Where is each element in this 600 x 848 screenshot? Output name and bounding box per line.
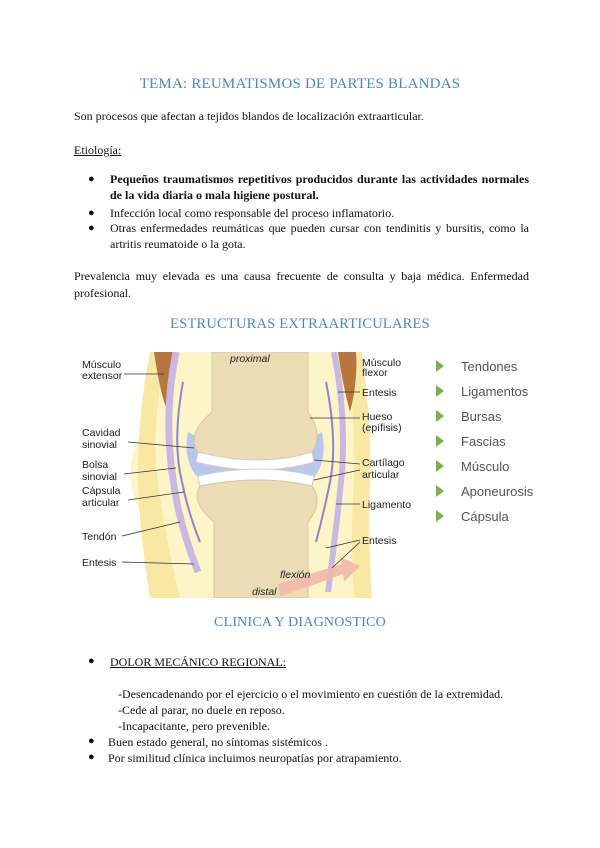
bullet-icon: ● <box>88 222 95 234</box>
legend-item-4: Músculo <box>461 459 510 474</box>
legend-item-0: Tendones <box>461 359 518 374</box>
label-tendon: Tendón <box>82 531 117 543</box>
label-musculo-extensor-1: Músculo <box>82 359 122 371</box>
structures-legend <box>436 359 534 524</box>
label-musculo-flexor-1: Músculo <box>362 357 402 369</box>
legend-item-5: Aponeurosis <box>461 484 534 499</box>
label-bolsa-2: sinovial <box>82 471 118 483</box>
bullet-icon: ● <box>88 173 95 185</box>
etiologia-item-3: ● Otras enfermedades reumáticas que pueden cursar con tendinitis y bursitis, como la artritis reumatoide o la gota. <box>88 221 529 251</box>
legend-item-6: Cápsula <box>461 509 509 524</box>
section-estructuras-heading: ESTRUCTURAS EXTRAARTICULARES <box>170 316 430 332</box>
label-bolsa-1: Bolsa <box>82 459 109 471</box>
document-page: TEMA: REUMATISMOS DE PARTES BLANDAS Son procesos que afectan a tejidos blandos de localización extraarticular. Etiología: ● Pequeños traumatismos repetitivos producidos durante las actividades normales de la vida diaria o mala higiene postural. ● Infección local como responsable del proceso inflamatorio. ● Otras enfermedades reumáticas que pueden cursar con tendinitis y bursitis, como la artritis reumatoide o la gota. Prevalencia muy elevada es una causa frecuente de consulta y baja médica. Enfermedad profesional. ESTRUCTURAS EXTRAARTICULARES proximal distal flexión Músculo extensor Cavidad sinovial Bolsa sinovial Cápsula articular Tendón Entesis Músculo flexor Entesis Hueso (epífisis) Cartílago articular Ligamento Entesis Tendones Ligamentos Bursas Fascias Músculo Aponeurosis Cápsula CLINICA Y DIAGNOSTICO ● DOLOR MECÁNICO REGIONAL: -Desencadenando por el ejercicio o el movimiento en cuestión de la extremidad. -Cede al parar, no duele en reposo. -Incapacitante, pero prevenible. ● Buen estado general, no síntomas sistémicos . ● Por similitud clínica incluimos neuropatías por atrapamiento. <box>0 0 600 848</box>
bullet-icon: ● <box>88 655 95 667</box>
label-entesis-left: Entesis <box>82 557 117 569</box>
label-cavidad-2: sinovial <box>82 439 118 451</box>
etiologia-item-2: ● Infección local como responsable del proceso inflamatorio. <box>88 206 395 220</box>
label-musculo-extensor-2: extensor <box>82 370 123 382</box>
dolor-heading: DOLOR MECÁNICO REGIONAL: <box>110 655 286 669</box>
label-entesis-top: Entesis <box>362 387 397 399</box>
legend-arrow-icon <box>436 460 444 472</box>
legend-arrow-icon <box>436 485 444 497</box>
label-musculo-flexor-2: flexor <box>362 367 388 379</box>
label-capsula-1: Cápsula <box>82 485 121 497</box>
label-cartilago-2: articular <box>362 469 400 481</box>
label-hueso-1: Hueso <box>362 411 393 423</box>
bullet-icon: ● <box>88 207 95 219</box>
label-ligamento: Ligamento <box>362 499 412 511</box>
dolor-subitem-1: -Desencadenando por el ejercicio o el movimiento en cuestión de la extremidad. <box>118 687 504 701</box>
proximal-label: proximal <box>230 353 270 365</box>
page-title: TEMA: REUMATISMOS DE PARTES BLANDAS <box>139 76 461 92</box>
legend-arrow-icon <box>436 435 444 447</box>
label-entesis-bottom: Entesis <box>362 535 397 547</box>
flexion-label: flexión <box>280 569 311 581</box>
dolor-subitem-2: -Cede al parar, no duele en reposo. <box>118 703 285 717</box>
legend-arrow-icon <box>436 360 444 372</box>
legend-arrow-icon <box>436 510 444 522</box>
joint-diagram <box>80 352 548 598</box>
etiologia-item-1: ● Pequeños traumatismos repetitivos producidos durante las actividades normales de la vida diaria o mala higiene postural. <box>88 172 529 202</box>
dolor-subitem-3: -Incapacitante, pero prevenible. <box>118 719 270 733</box>
bullet-icon: ● <box>88 751 95 763</box>
legend-item-2: Bursas <box>461 409 502 424</box>
distal-label: distal <box>252 586 277 598</box>
legend-arrow-icon <box>436 410 444 422</box>
intro-paragraph: Son procesos que afectan a tejidos blandos de localización extraarticular. <box>74 109 424 123</box>
legend-item-1: Ligamentos <box>461 384 529 399</box>
prevalencia-paragraph: Prevalencia muy elevada es una causa frecuente de consulta y baja médica. Enfermedad profesional. <box>74 269 529 300</box>
label-capsula-2: articular <box>82 497 120 509</box>
proximal-bone <box>194 352 317 460</box>
etiologia-heading: Etiología: <box>74 143 122 157</box>
label-cartilago-1: Cartílago <box>362 457 405 469</box>
section-clinica-heading: CLINICA Y DIAGNOSTICO <box>214 615 386 630</box>
label-hueso-2: (epífisis) <box>362 422 402 434</box>
legend-item-3: Fascias <box>461 434 506 449</box>
bullet-icon: ● <box>88 735 95 747</box>
legend-arrow-icon <box>436 385 444 397</box>
label-cavidad-1: Cavidad <box>82 427 121 439</box>
